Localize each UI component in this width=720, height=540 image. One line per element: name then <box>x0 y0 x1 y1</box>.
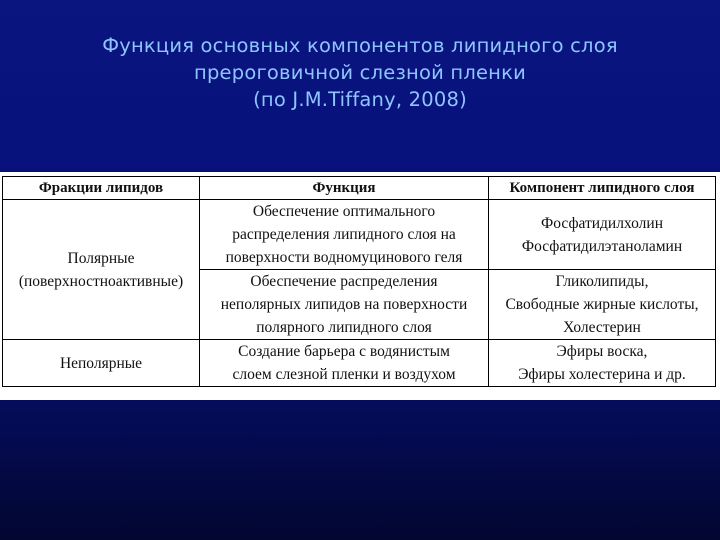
cell-component-polar-2 <box>489 270 716 340</box>
cell-line: слоем слезной пленки и воздухом <box>232 366 456 383</box>
title-line-3: (по J.M.Tiffany, 2008) <box>253 88 467 111</box>
cell-fraction-polar <box>3 200 200 340</box>
cell-line: Фосфатидилхолин <box>541 214 663 232</box>
table-panel <box>0 172 720 400</box>
header-function: Функция <box>200 177 489 200</box>
lipid-function-table <box>2 176 716 387</box>
header-fraction: Фракции липидов <box>3 177 200 200</box>
cell-line: Фосфатидилэтаноламин <box>521 237 683 255</box>
cell-function-polar-1 <box>200 200 489 270</box>
cell-line: Свободные жирные кислоты, <box>505 296 699 313</box>
cell-line: Создание барьера с водянистым <box>238 343 450 360</box>
cell-function-nonpolar <box>200 340 489 387</box>
table-header-row <box>3 177 716 200</box>
cell-line: Эфиры воска, <box>556 343 648 360</box>
cell-line: распределения липидного слоя на <box>232 226 456 243</box>
header-component: Компонент липидного слоя <box>489 177 716 200</box>
cell-line: Полярные <box>67 249 135 267</box>
title-line-2: прероговичной слезной пленки <box>194 61 526 84</box>
cell-line: Обеспечение оптимального <box>252 203 436 220</box>
cell-line: Гликолипиды, <box>555 273 649 290</box>
cell-line: Эфиры холестерина и др. <box>518 366 686 383</box>
cell-line: поверхности водномуцинового геля <box>225 249 463 266</box>
cell-component-nonpolar <box>489 340 716 387</box>
cell-component-polar-1 <box>489 200 716 270</box>
title-line-1: Функция основных компонентов липидного слоя <box>102 34 618 57</box>
slide-title <box>20 32 700 113</box>
table-row-polar-1 <box>3 200 716 270</box>
cell-line: Неполярные <box>59 354 143 372</box>
cell-line: полярного липидного слоя <box>256 319 432 336</box>
table-row-nonpolar <box>3 340 716 387</box>
cell-line: Холестерин <box>563 319 641 336</box>
cell-line: неполярных липидов на поверхности <box>220 296 468 313</box>
cell-line: Обеспечение распределения <box>250 273 438 290</box>
cell-line: (поверхностноактивные) <box>18 272 184 290</box>
cell-fraction-nonpolar <box>3 340 200 387</box>
cell-function-polar-2 <box>200 270 489 340</box>
